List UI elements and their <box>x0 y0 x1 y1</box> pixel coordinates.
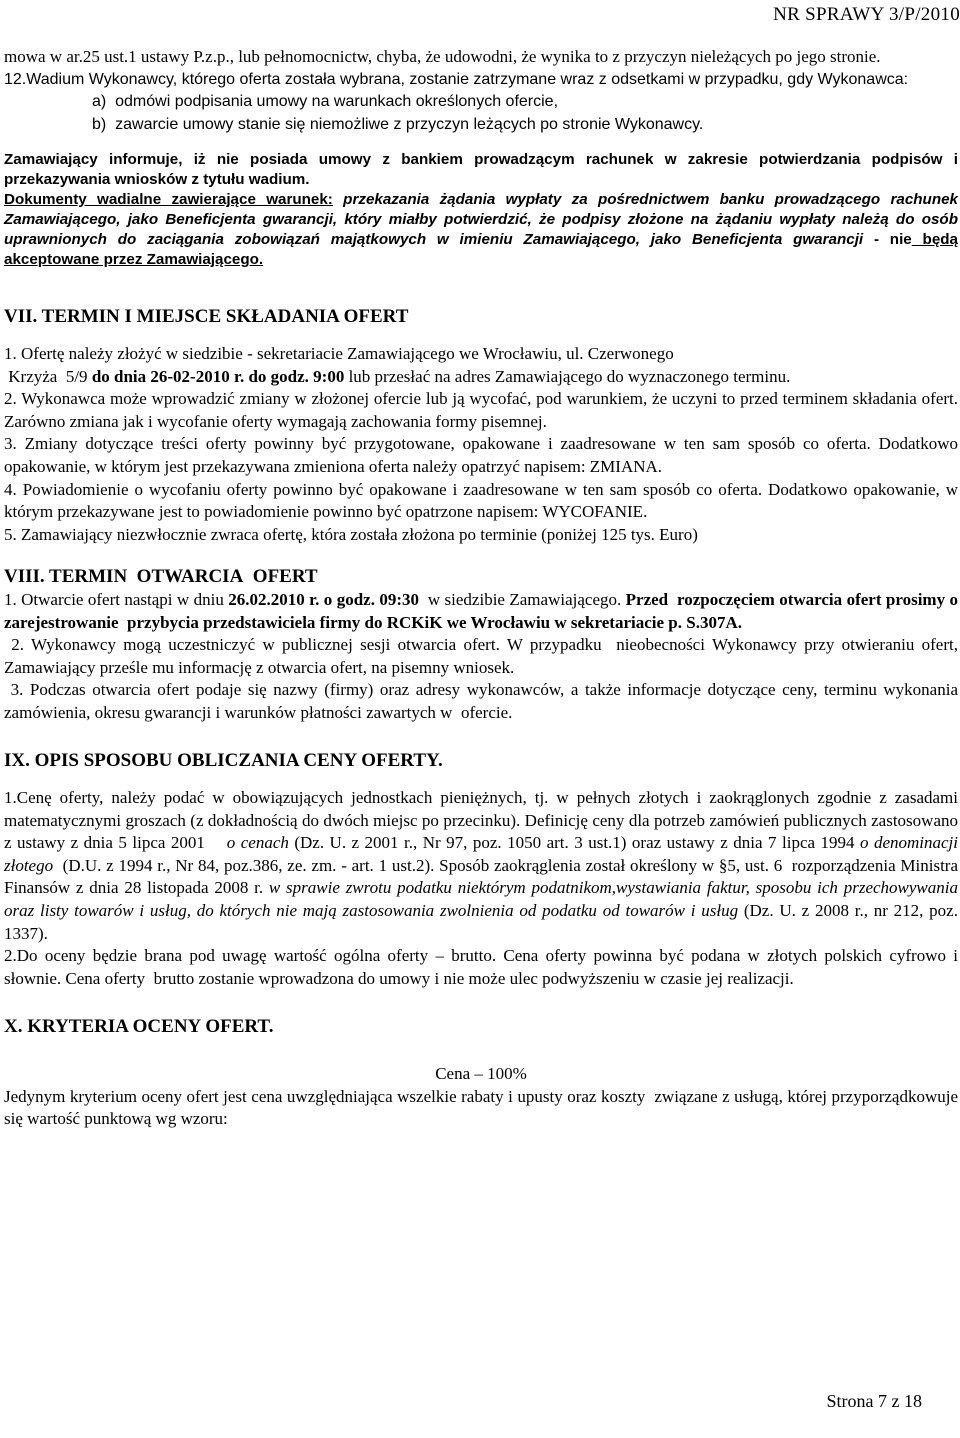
section-8-p1 <box>4 589 958 634</box>
bank-info-notice: Zamawiający informuje, iż nie posiada umowy z bankiem prowadzącym rachunek w zakresie potwierdzania podpisów i przekazywania wniosków z tytułu wadium. <box>4 151 958 189</box>
s7-deadline: do dnia 26-02-2010 r. do godz. 9:00 <box>87 366 345 386</box>
s7-p1-b: Krzyża 5/9 <box>4 366 88 386</box>
s7-p1-a: 1. Ofertę należy złożyć w siedzibie - sekretariacie Zamawiającego we Wrocławiu, ul. Czerwonego <box>4 343 674 363</box>
paragraph-wadium-retention: 12.Wadium Wykonawcy, którego oferta została wybrana, zostanie zatrzymane wraz z odsetkami w przypadku, gdy Wykonawca: <box>4 70 909 88</box>
section-9-p2: 2.Do oceny będzie brana pod uwagę wartość ogólna oferty – brutto. Cena oferty powinna być podana w złotych polskich cyfrowo i słownie. Cena oferty brutto zostanie wprowadzona do umowy i nie może ulec podwyższeniu w czasie jej realizacji. <box>4 946 958 988</box>
list-item-a: a) odmówi podpisania umowy na warunkach określonych ofercie, <box>92 93 559 111</box>
page-content <box>4 46 958 1131</box>
docs-tail: będą akceptowane przez Zamawiającego. <box>4 231 958 269</box>
case-number-header: NR SPRAWY 3/P/2010 <box>773 4 960 25</box>
paragraph-power-of-attorney: mowa w ar.25 ust.1 ustawy P.z.p., lub pełnomocnictw, chyba, że udowodni, że wynika to z przyczyn nieleżących po jego stronie. <box>4 47 881 66</box>
s8-registration-note: Przed rozpoczęciem otwarcia ofert prosimy o zarejestrowanie przybycia przedstawiciela firmy do RCKiK we Wrocławiu w sekretariacie p. S.307A. <box>4 589 958 632</box>
docs-lead: Dokumenty wadialne zawierające warunek: <box>4 191 333 209</box>
s9-p1-g: (Dz. U. z 2008 r., nr 212, poz. 1337). <box>4 901 958 943</box>
s9-p1-e: (D.U. z 1994 r., Nr 84, poz.386, ze. zm. - art. 1 ust.2). Sposób zaokrąglenia został określony w §5, ust. 6 rozporządzenia Ministra Finansów z dnia 28 listopada 2008 r. <box>4 855 958 898</box>
section-8-p2: 2. Wykonawcy mogą uczestniczyć w publicznej sesji otwarcia ofert. W przypadku nieobecności Wykonawcy przy otwieraniu ofert, Zamawiający prześle mu informację z otwarcia ofert, na pisemny wniosek. <box>4 635 958 677</box>
s9-regulation-title: w sprawie zwrotu podatku niektórym podatnikom,wystawiania faktur, sposobu ich przechowywania oraz listy towarów i usług, do których nie mają zastosowania zwolnienia od podatku od towarów i usług <box>4 878 958 921</box>
s9-p1-a: 1.Cenę oferty, należy podać w obowiązujących jednostkach pieniężnych, tj. w pełnych złotych i zaokrąglonych zgodnie z zasadami matematycznymi groszach (z dokładnością do dwóch miejsc po przecinku). Definicję ceny dla potrzeb zamówień publicznych zastosowano z ustawy z dnia 5 lipca 2001 <box>4 788 958 853</box>
section-7-p4: 4. Powiadomienie o wycofaniu oferty powinno być opakowane i zaadresowane w ten sam sposób co oferta. Dodatkowo opakowanie, w którym przekazywane jest to powiadomienie powinno być opatrzone napisem: WYCOFANIE. <box>4 479 958 522</box>
section-7-title: VII. TERMIN I MIEJSCE SKŁADANIA OFERT <box>4 306 409 328</box>
s9-p1-c: (Dz. U. z 2001 r., Nr 97, poz. 1050 art. 3 ust.1) oraz ustawy z dnia 7 lipca 1994 <box>288 833 860 853</box>
section-7-p1 <box>4 343 958 388</box>
criterion-price: Cena – 100% <box>435 1064 527 1083</box>
section-10-title: X. KRYTERIA OCENY OFERT. <box>4 1016 274 1038</box>
section-8-title: VIII. TERMIN OTWARCIA OFERT <box>4 566 318 588</box>
wadium-documents-notice <box>4 190 958 270</box>
section-7-p3: 3. Zmiany dotyczące treści oferty powinny być przygotowane, opakowane i zaadresowane w ten sam sposób co oferta. Dodatkowo opakowanie, w którym jest przekazywana zmieniona oferta należy opatrzyć napisem: ZMIANA. <box>4 434 958 476</box>
page-number: Strona 7 z 18 <box>826 1391 922 1411</box>
section-10-p1: Jedynym kryterium oceny ofert jest cena uwzględniająca wszelkie rabaty i upusty oraz koszty związane z usługą, której przyporządkowuje się wartość punktową wg wzoru: <box>4 1086 958 1129</box>
section-9-p1 <box>4 787 958 945</box>
s8-opening-date: 26.02.2010 r. o godz. 09:30 <box>228 589 420 609</box>
docs-condition: przekazania żądania wypłaty za pośrednictwem banku prowadzącego rachunek Zamawiającego, jako Beneficjenta gwarancji, który miałby potwierdzić, że podpisy złożone na żądaniu wypłaty należą do osób uprawnionych do zaciągania zobowiązań majątkowych w imieniu Zamawiającego, jako Beneficjenta gwarancji <box>4 191 958 249</box>
s9-act-denomination: o denominacji złotego <box>4 833 958 875</box>
section-7-p5: 5. Zamawiający niezwłocznie zwraca ofertę, która została złożona po terminie (poniżej 125 tys. Euro) <box>4 524 698 544</box>
s7-p1-d: lub przesłać na adres Zamawiającego do wyznaczonego terminu. <box>344 366 791 386</box>
docs-dash: - nie <box>863 231 912 249</box>
s8-p1-c: w siedzibie Zamawiającego. <box>419 589 626 609</box>
section-9-title: IX. OPIS SPOSOBU OBLICZANIA CENY OFERTY. <box>4 750 443 772</box>
list-item-b: b) zawarcie umowy stanie się niemożliwe z przyczyn leżących po stronie Wykonawcy. <box>92 115 704 133</box>
s9-act-prices: o cenach <box>226 833 289 853</box>
s8-p1-a: 1. Otwarcie ofert nastąpi w dniu <box>4 589 229 609</box>
section-8-p3: 3. Podczas otwarcia ofert podaje się nazwy (firmy) oraz adresy wykonawców, a także informacje dotyczące ceny, terminu wykonania zamówienia, okresu gwarancji i warunków płatności zawartych w ofercie. <box>4 680 958 722</box>
section-7-p2: 2. Wykonawca może wprowadzić zmiany w złożonej ofercie lub ją wycofać, pod warunkiem, że uczyni to przed terminem składania ofert. Zarówno zmiana jak i wycofanie oferty wymagają zachowania formy pisemnej. <box>4 389 958 431</box>
